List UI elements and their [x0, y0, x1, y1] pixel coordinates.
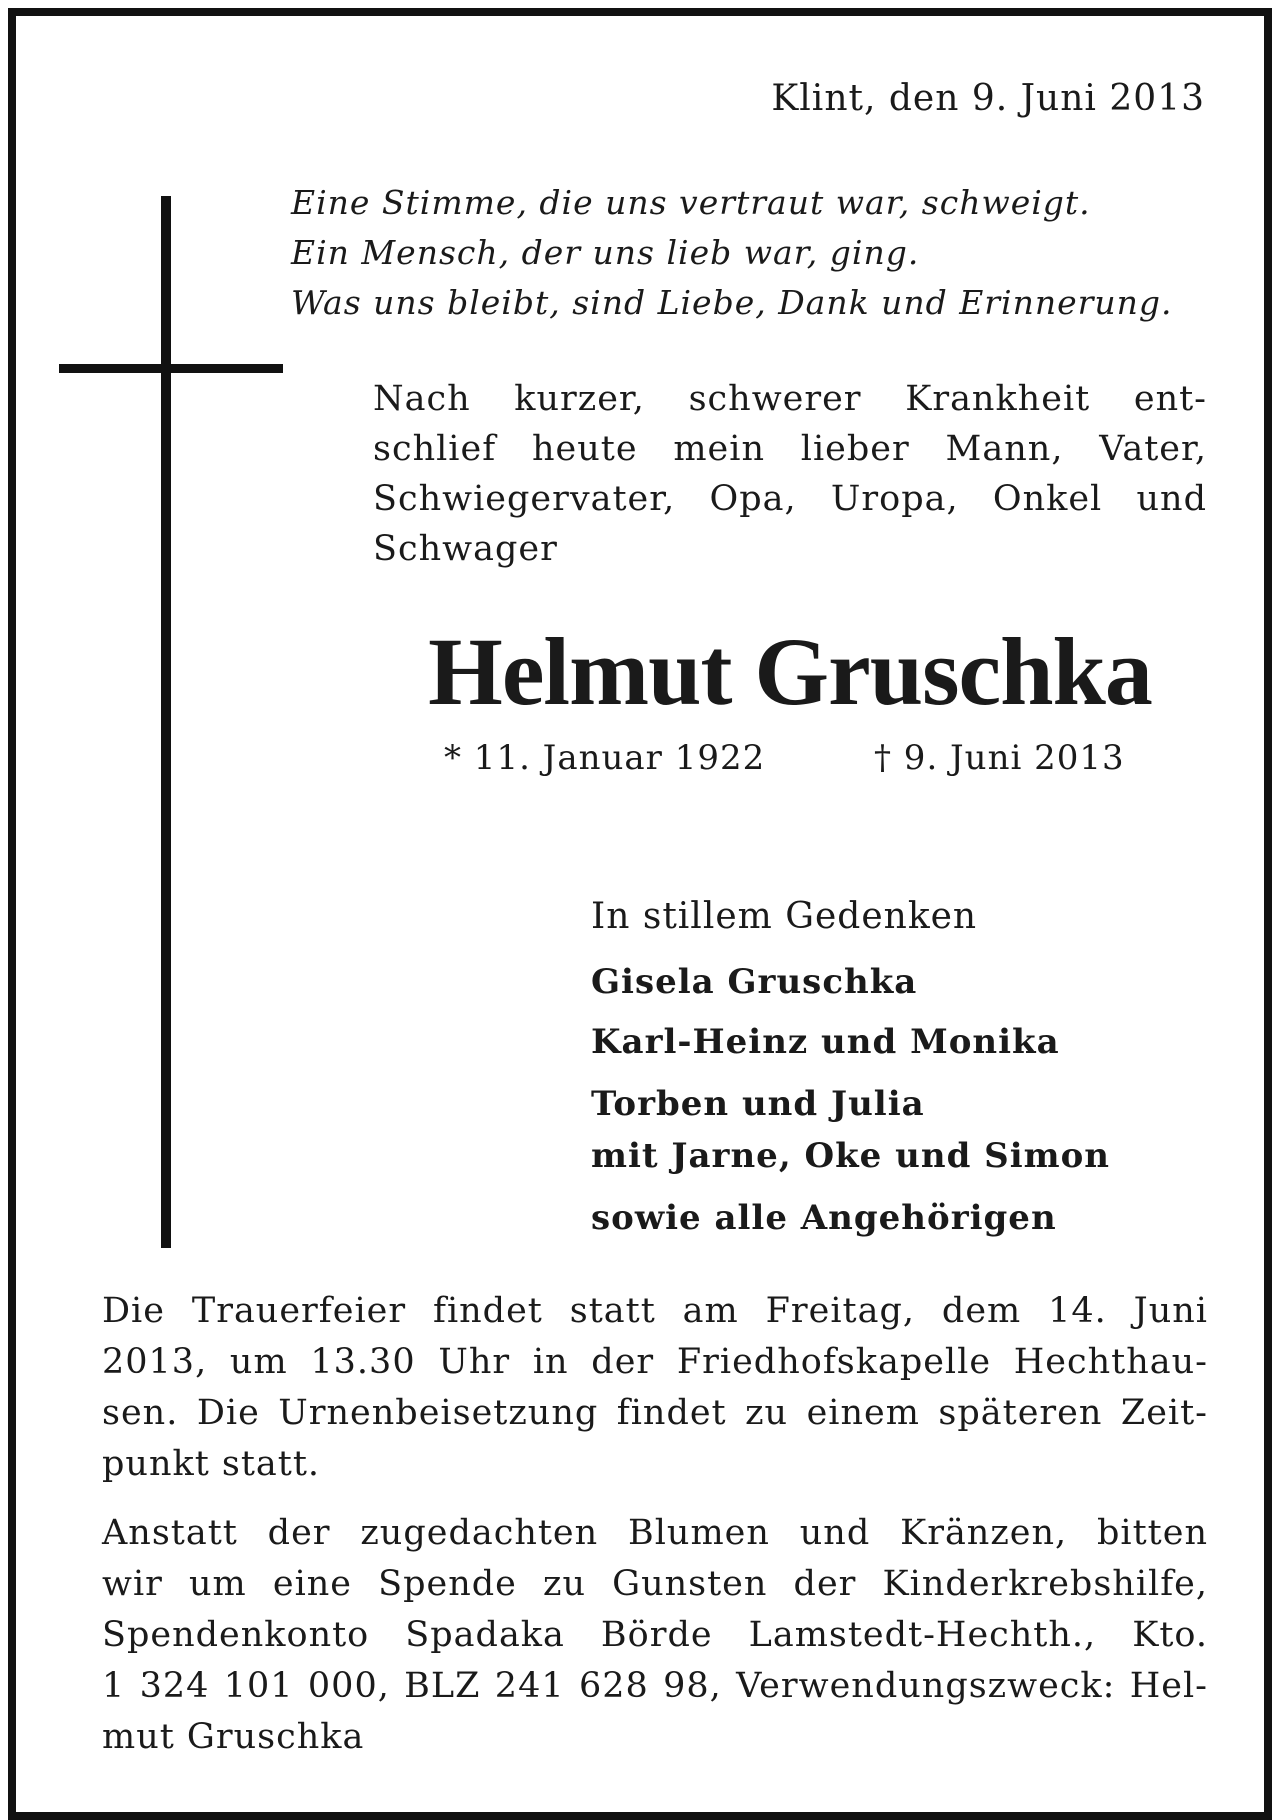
donation-info	[102, 1508, 1208, 1763]
mourner: sowie alle Angehörigen	[591, 1198, 1057, 1238]
intro-line: schlief heute mein lieber Mann, Vater,	[373, 429, 1207, 469]
ceremony-line: punkt statt.	[102, 1444, 321, 1484]
intro-text	[373, 374, 1207, 574]
ceremony-info	[102, 1286, 1208, 1490]
mourner: Torben und Julia	[591, 1084, 925, 1124]
ceremony-line: Die Trauerfeier findet statt am Freitag, dem 14. Juni	[102, 1291, 1208, 1331]
deceased-name: Helmut Gruschka	[428, 618, 1152, 725]
ceremony-line: 2013, um 13.30 Uhr in der Friedhofskapelle Hechthau-	[102, 1342, 1208, 1382]
memory-heading: In stillem Gedenken	[591, 896, 978, 937]
poem-line: Eine Stimme, die uns vertraut war, schweigt.	[291, 183, 1091, 222]
donation-line: Spendenkonto Spadaka Börde Lamstedt-Hechth., Kto.	[102, 1615, 1208, 1655]
cross-icon-horizontal-bar	[59, 364, 283, 373]
birth-date: * 11. Januar 1922	[444, 738, 766, 778]
life-dates	[444, 738, 1144, 778]
donation-line: mut Gruschka	[102, 1717, 365, 1757]
intro-line: Schwiegervater, Opa, Uropa, Onkel und	[373, 479, 1207, 519]
place-date: Klint, den 9. Juni 2013	[771, 78, 1205, 119]
mourner: Gisela Gruschka	[591, 962, 918, 1002]
poem-line: Ein Mensch, der uns lieb war, ging.	[291, 233, 920, 272]
poem	[291, 178, 1221, 328]
donation-line: wir um eine Spende zu Gunsten der Kinderkrebshilfe,	[102, 1564, 1208, 1604]
mourner: Karl-Heinz und Monika	[591, 1022, 1060, 1062]
mourner: mit Jarne, Oke und Simon	[591, 1136, 1111, 1176]
obituary-frame	[8, 8, 1272, 1820]
donation-line: Anstatt der zugedachten Blumen und Kränzen, bitten	[102, 1513, 1208, 1553]
ceremony-line: sen. Die Urnenbeisetzung findet zu einem späteren Zeit-	[102, 1393, 1208, 1433]
death-date: † 9. Juni 2013	[874, 738, 1125, 778]
obituary-content	[16, 16, 1264, 1812]
intro-line: Schwager	[373, 529, 558, 569]
donation-line: 1 324 101 000, BLZ 241 628 98, Verwendungszweck: Hel-	[102, 1666, 1208, 1706]
intro-line: Nach kurzer, schwerer Krankheit ent-	[373, 379, 1207, 419]
poem-line: Was uns bleibt, sind Liebe, Dank und Erinnerung.	[291, 283, 1173, 322]
cross-icon-vertical-bar	[161, 196, 171, 1248]
